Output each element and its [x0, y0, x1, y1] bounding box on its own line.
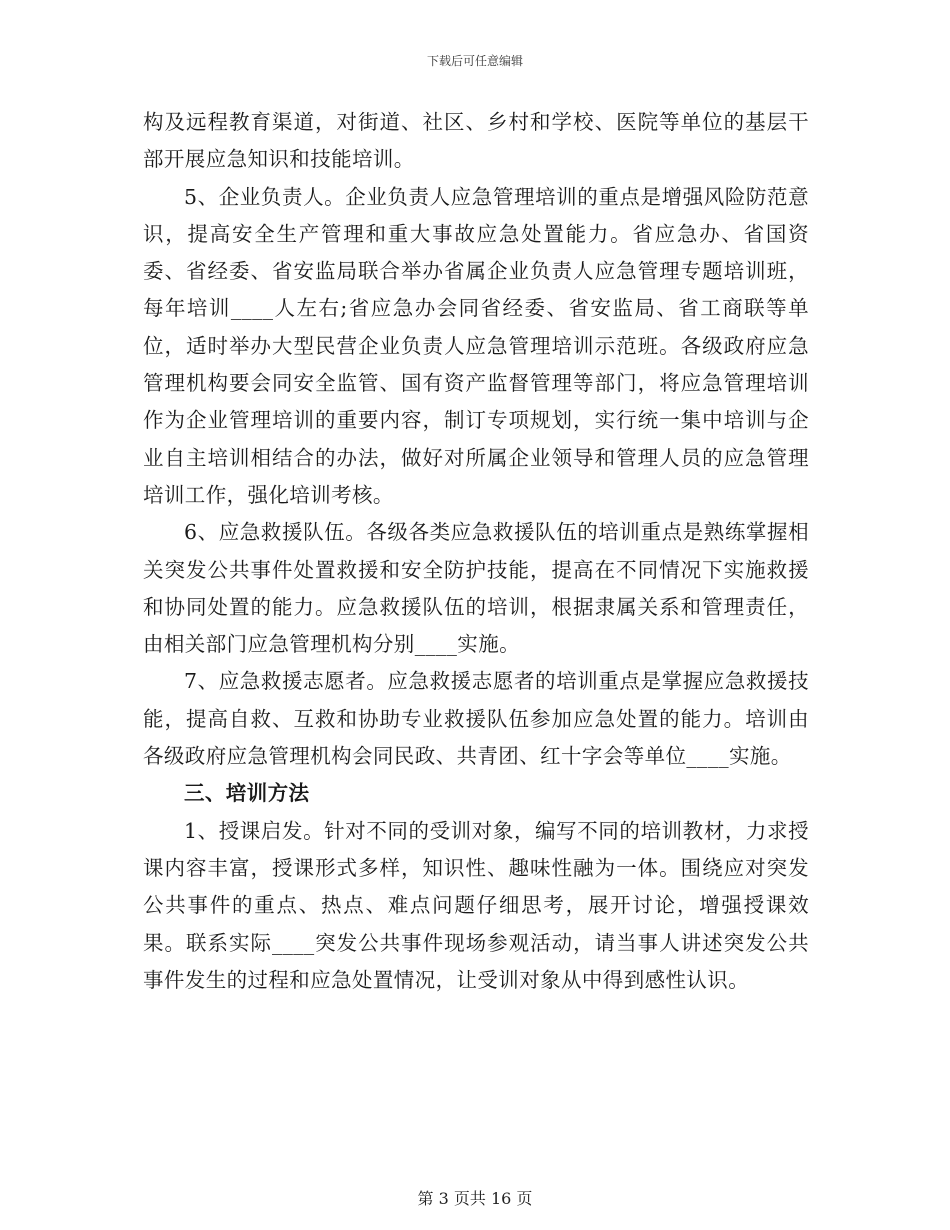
paragraph-item-5: 5、企业负责人。企业负责人应急管理培训的重点是增强风险防范意识，提高安全生产管理和重大事故应急处置能力。省应急办、省国资委、省经委、省安监局联合举办省属企业负责人应急管理专题培训班，每年培训____人左右;省应急办会同省经委、省安监局、省工商联等单位，适时举办大型民营企业负责人应急管理培训示范班。各级政府应急管理机构要会同安全监管、国有资产监督管理等部门，将应急管理培训作为企业管理培训的重要内容，制订专项规划，实行统一集中培训与企业自主培训相结合的办法，做好对所属企业领导和管理人员的应急管理培训工作，强化培训考核。 [143, 184, 809, 507]
paragraph-item-7: 7、应急救援志愿者。应急救援志愿者的培训重点是掌握应急救援技能，提高自救、互救和协助专业救援队伍参加应急处置的能力。培训由各级政府应急管理机构会同民政、共青团、红十字会等单位____实施。 [143, 669, 809, 769]
page-header-note: 下载后可任意编辑 [426, 54, 523, 68]
paragraph-continuation: 构及远程教育渠道，对街道、社区、乡村和学校、医院等单位的基层干部开展应急知识和技能培训。 [143, 110, 809, 172]
document-body [143, 104, 809, 999]
paragraph-item-6: 6、应急救援队伍。各级各类应急救援队伍的培训重点是熟练掌握相关突发公共事件处置救援和安全防护技能，提高在不同情况下实施救援和协同处置的能力。应急救援队伍的培训，根据隶属关系和管理责任，由相关部门应急管理机构分别____实施。 [143, 520, 809, 657]
page-number: 第 3 页共 16 页 [417, 1189, 533, 1208]
section-heading: 三、培训方法 [184, 781, 310, 806]
paragraph-method-1: 1、授课启发。针对不同的受训对象，编写不同的培训教材，力求授课内容丰富，授课形式多样，知识性、趣味性融为一体。围绕应对突发公共事件的重点、热点、难点问题仔细思考，展开讨论，增强授课效果。联系实际____突发公共事件现场参观活动，请当事人讲述突发公共事件发生的过程和应急处置情况，让受训对象从中得到感性认识。 [143, 818, 809, 992]
